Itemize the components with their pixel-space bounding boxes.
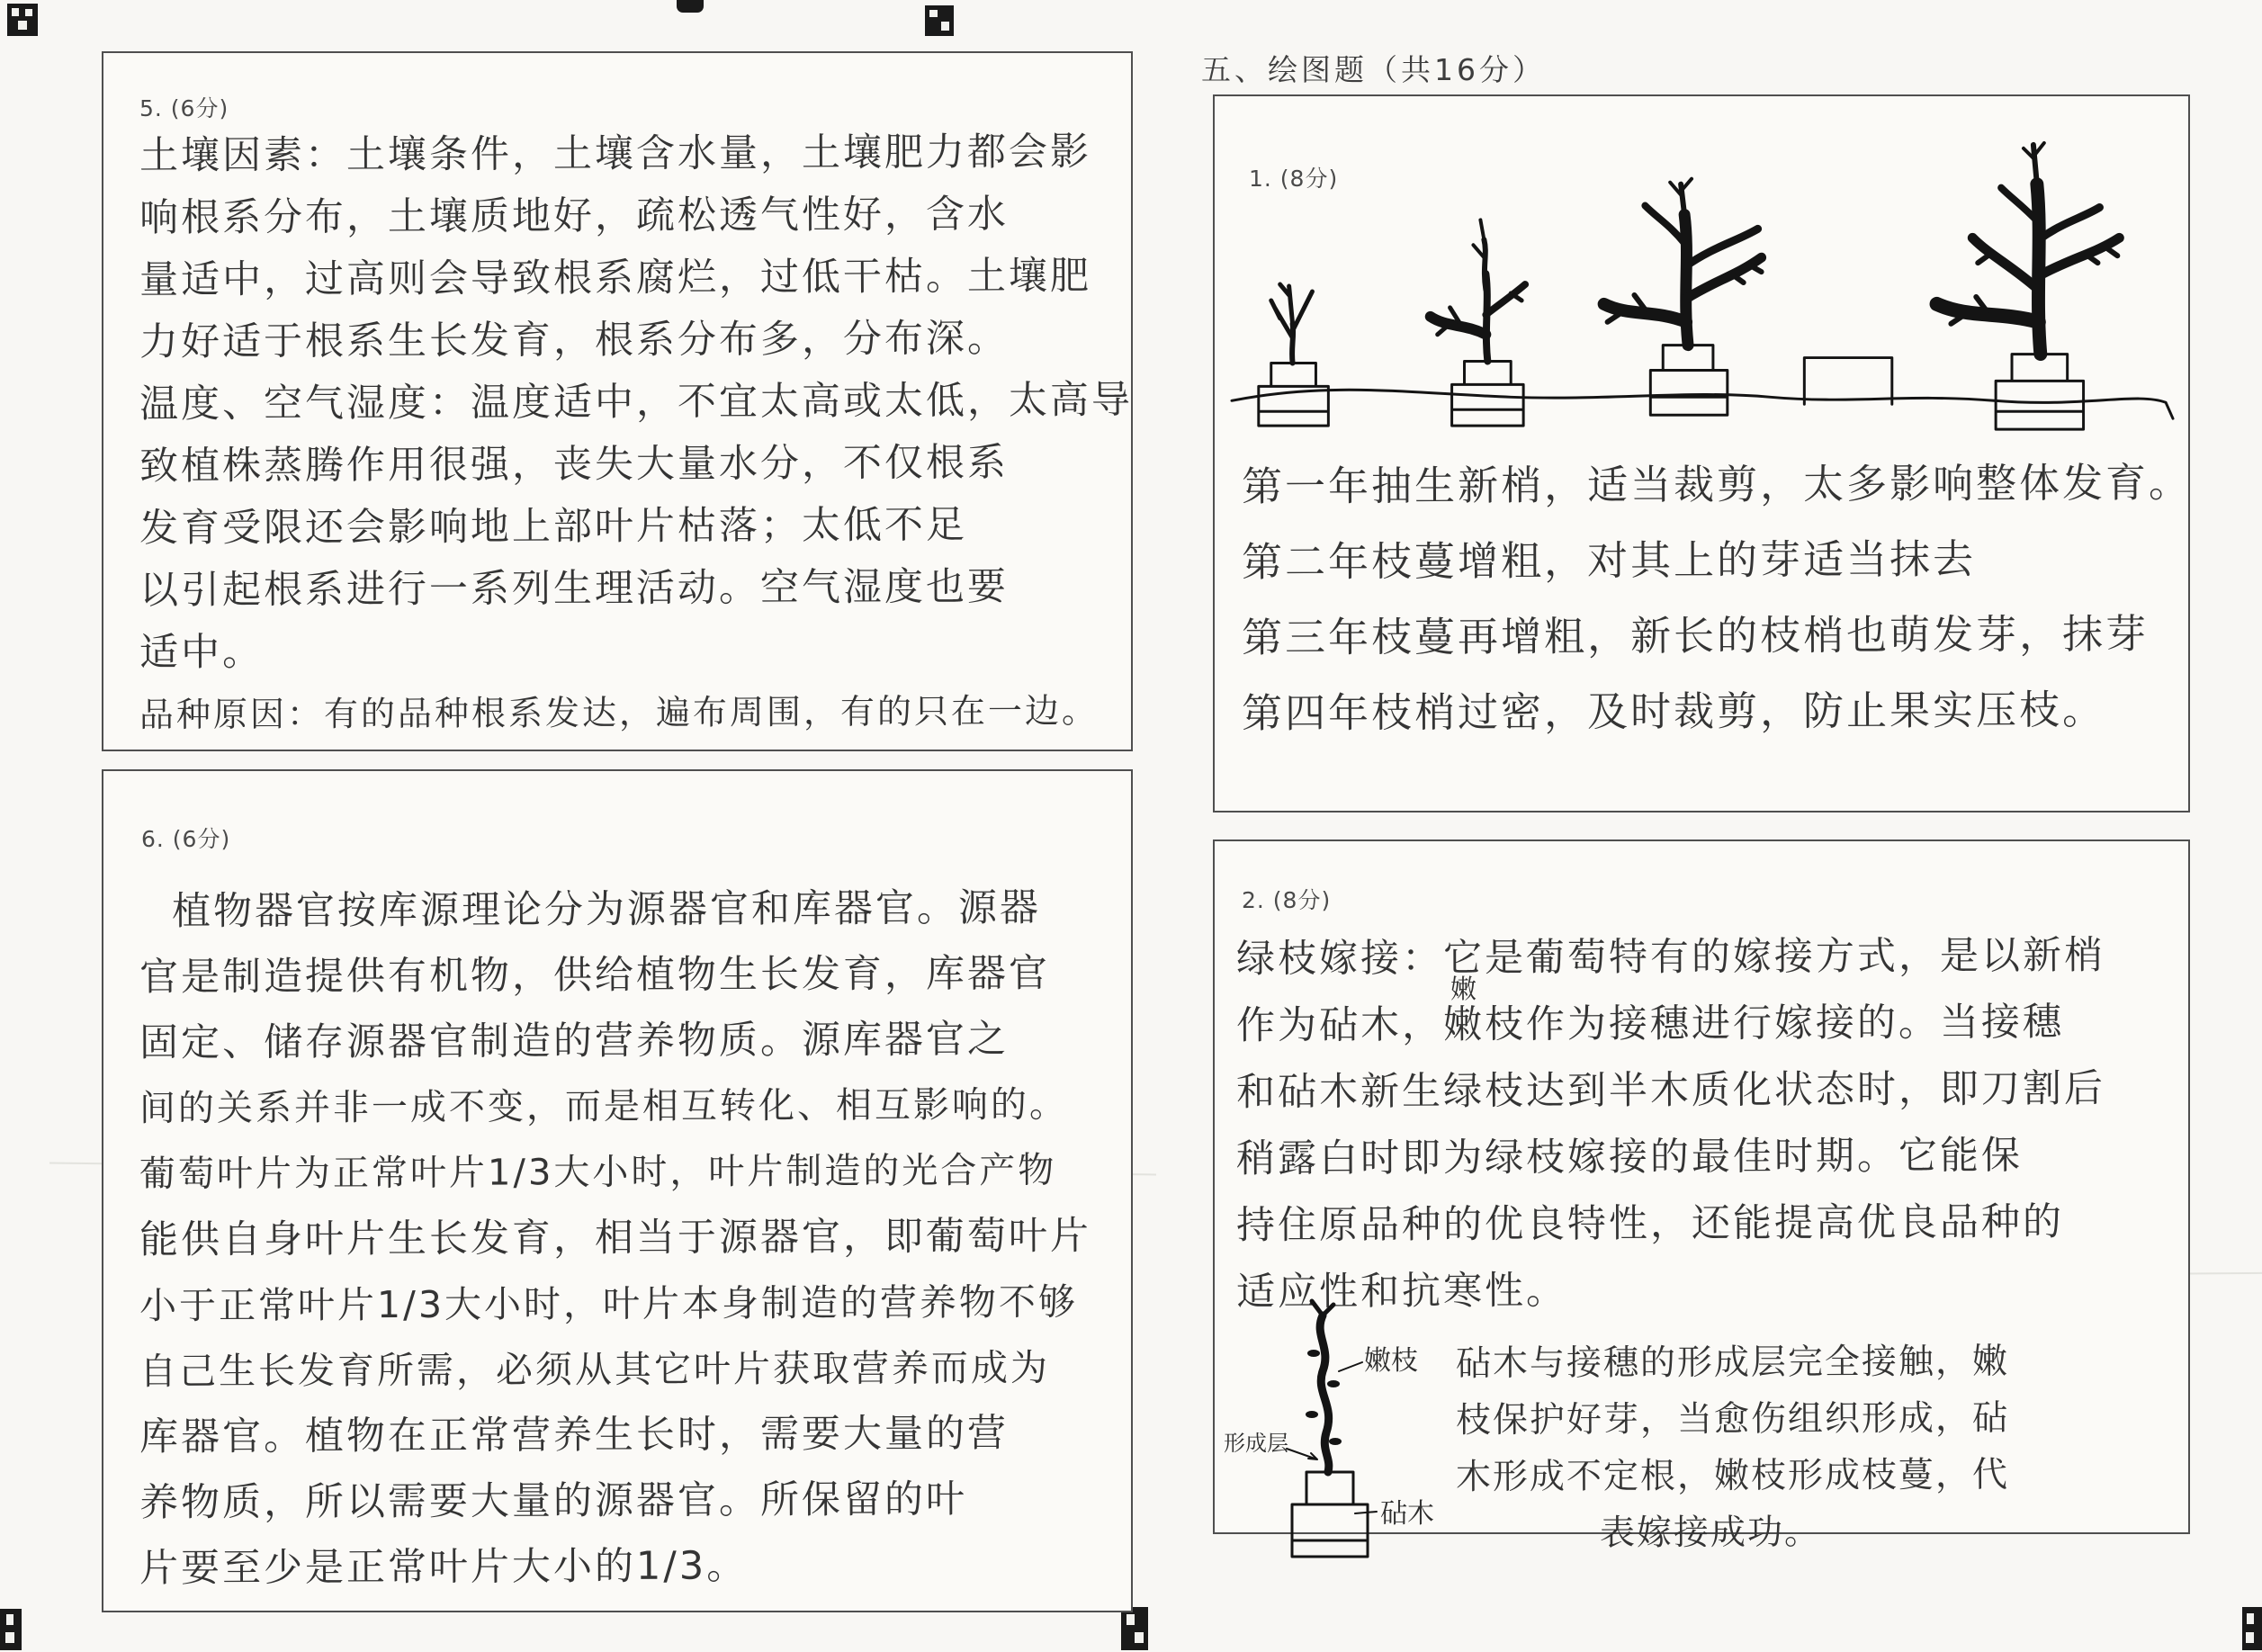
handwritten-line: 绿枝嫁接：它是葡萄特有的嫁接方式，是以新梢 <box>1235 932 2106 983</box>
fiducial-marker-top-center <box>677 0 704 13</box>
handwritten-line: 固定、储存源器官制造的营养物质。源库器官之 <box>139 1017 1010 1066</box>
handwritten-line: 适应性和抗寒性。 <box>1235 1268 1568 1315</box>
handwritten-note-line: 砧木与接穗的形成层完全接触，嫩 <box>1455 1341 2010 1385</box>
handwritten-note-line: 木形成不定根，嫩枝形成枝蔓，代 <box>1455 1454 2010 1498</box>
answer-box-q6 <box>102 769 1133 1612</box>
cambium-label: 形成层 <box>1224 1431 1288 1456</box>
handwritten-line: 响根系分布，土壤质地好，疏松透气性好，含水 <box>139 192 1010 241</box>
handwritten-line: 葡萄叶片为正常叶片1/3大小时，叶片制造的光合产物 <box>139 1149 1057 1196</box>
handwritten-line: 第四年枝梢过密，及时裁剪，防止果实压枝。 <box>1241 686 2106 738</box>
handwritten-line: 第一年抽生新梢，适当裁剪，太多影响整体发育。 <box>1241 458 2193 511</box>
rootstock-label-line <box>1355 1512 1377 1513</box>
handwritten-line: 第二年枝蔓增粗，对其上的芽适当抹去 <box>1241 534 1977 587</box>
question-5-label: 5. (6分) <box>139 95 229 121</box>
handwritten-line: 土壤因素：土壤条件，土壤含水量，土壤肥力都会影 <box>139 129 1092 179</box>
scion-label-line <box>1339 1362 1362 1371</box>
bud <box>1306 1411 1318 1418</box>
handwritten-line: 和砧木新生绿枝达到半木质化状态时，即刀割后 <box>1235 1065 2106 1116</box>
section-title: 五、绘图题（共16分） <box>1201 52 1546 87</box>
bud <box>1329 1438 1342 1445</box>
handwritten-line: 品种原因：有的品种根系发达，遍布周围，有的只在一边。 <box>139 690 1100 735</box>
fiducial-marker-top-left <box>7 4 38 36</box>
fiducial-marker-bottom-right <box>2242 1607 2262 1650</box>
handwritten-line: 第三年枝蔓再增粗，新长的枝梢也萌发芽，抹芽 <box>1241 609 2150 662</box>
handwritten-line: 发育受限还会影响地上部叶片枯落；太低不足 <box>139 502 968 552</box>
handwritten-line: 片要至少是正常叶片大小的1/3。 <box>139 1543 749 1592</box>
handwritten-line: 致植株蒸腾作用很强，丧失大量水分，不仅根系 <box>139 440 1010 489</box>
handwritten-line: 间的关系并非一成不变，而是相互转化、相互影响的。 <box>139 1083 1069 1130</box>
green-branch-graft-diagram <box>1224 1296 1458 1566</box>
handwritten-line: 植物器官按库源理论分为源器官和库器官。源器 <box>171 884 1042 935</box>
fiducial-marker-bottom-center <box>1121 1607 1148 1650</box>
handwritten-line: 库器官。植物在正常营养生长时，需要大量的营 <box>139 1411 1010 1460</box>
handwritten-line: 养物质，所以需要大量的源器官。所保留的叶 <box>139 1477 968 1526</box>
handwritten-line: 适中。 <box>139 629 265 676</box>
answer-box-drawing-2 <box>1213 839 2190 1554</box>
grapevine-growth-drawing <box>1222 132 2179 447</box>
vine-year-4 <box>1937 143 2120 429</box>
drawing-2-label: 2. (8分) <box>1242 887 1332 913</box>
question-6-label: 6. (6分) <box>141 826 231 852</box>
handwritten-line: 官是制造提供有机物，供给植物生长发育，库器官 <box>139 950 1051 1001</box>
empty-planting-box <box>1804 358 1891 405</box>
inserted-character: 嫩 <box>1450 974 1477 1004</box>
handwritten-line: 量适中，过高则会导致根系腐烂，过低干枯。土壤肥 <box>139 253 1092 303</box>
handwritten-line: 持住原品种的优良特性，还能提高优良品种的 <box>1235 1199 2065 1249</box>
rootstock-label: 砧木 <box>1380 1498 1434 1530</box>
drawing-1-label: 1. (8分) <box>1249 166 1339 192</box>
handwritten-line: 温度、空气湿度：温度适中，不宜太高或太低，太高导 <box>139 377 1134 427</box>
handwritten-line: 作为砧木，嫩枝作为接穗进行嫁接的。当接穗 <box>1235 1000 2065 1049</box>
handwritten-note-line: 表嫁接成功。 <box>1599 1512 1822 1554</box>
fiducial-marker-bottom-left <box>0 1609 22 1650</box>
handwritten-line: 小于正常叶片1/3大小时，叶片本身制造的营养物不够 <box>139 1279 1079 1328</box>
handwritten-line: 自己生长发育所需，必须从其它叶片获取营养而成为 <box>139 1345 1051 1394</box>
handwritten-line: 能供自身叶片生长发育，相当于源器官，即葡萄叶片 <box>139 1213 1092 1263</box>
rootstock-box <box>1292 1472 1368 1557</box>
bud <box>1307 1350 1320 1357</box>
answer-box-q5 <box>102 51 1133 751</box>
handwritten-note-line: 枝保护好芽，当愈伤组织形成，砧 <box>1455 1397 2010 1441</box>
bud <box>1327 1380 1340 1387</box>
scion-stem <box>1320 1315 1329 1472</box>
fiducial-marker-top-right <box>925 5 954 36</box>
vine-year-3 <box>1604 179 1762 416</box>
vine-year-1 <box>1259 284 1329 426</box>
handwritten-line: 稍露白时即为绿枝嫁接的最佳时期。它能保 <box>1235 1133 2024 1182</box>
scion-label: 嫩枝 <box>1364 1345 1418 1377</box>
cambium-arrow <box>1287 1449 1317 1459</box>
handwritten-line: 以引起根系进行一系列生理活动。空气湿度也要 <box>139 564 1010 614</box>
answer-box-drawing-1 <box>1213 94 2193 813</box>
handwritten-line: 力好适于根系生长发育，根系分布多，分布深。 <box>139 316 1010 365</box>
